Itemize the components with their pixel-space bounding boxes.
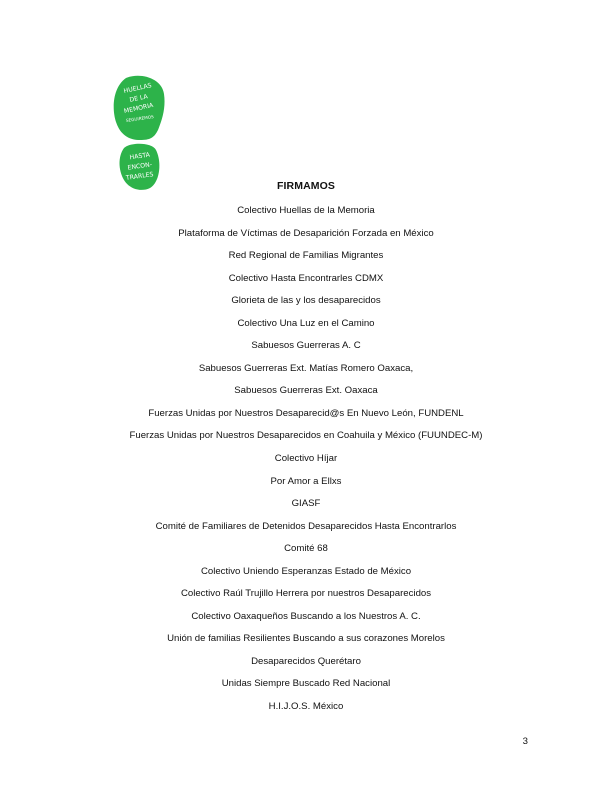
signer-item: Colectivo Híjar <box>274 453 338 465</box>
signer-item: Colectivo Uniendo Esperanzas Estado de México <box>200 565 412 577</box>
logo-text-line: SEGUIREMOS <box>125 114 154 123</box>
signer-item: Colectivo Huellas de la Memoria <box>237 205 375 216</box>
logo-text-line: MEMORIA <box>123 102 155 116</box>
signers-list <box>0 204 612 723</box>
signer-item: Desaparecidos Querétaro <box>251 655 361 667</box>
signer-item: Plataforma de Víctimas de Desaparición Forzada en México <box>178 227 434 239</box>
signer-item: Colectivo Hasta Encontrarles CDMX <box>228 272 384 284</box>
signer-item: H.I.J.O.S. México <box>268 701 344 713</box>
signer-item: Unión de familias Resilientes Buscando a sus corazones Morelos <box>167 633 445 645</box>
logo-text-line: HASTA <box>129 151 151 162</box>
signer-item: GIASF <box>291 498 321 510</box>
signer-item: Sabuesos Guerreras A. C <box>251 340 361 352</box>
section-heading: FIRMAMOS <box>277 180 335 192</box>
logo-text-line: DE LA <box>128 93 149 104</box>
signer-item: Colectivo Oaxaqueños Buscando a los Nuestros A. C. <box>191 610 421 622</box>
logo-text-line: ENCON- <box>127 161 153 172</box>
signer-item: Red Regional de Familias Migrantes <box>228 250 384 262</box>
signer-item: Colectivo Una Luz en el Camino <box>237 317 375 329</box>
signer-item: Por Amor a Ellxs <box>270 475 342 487</box>
footprint-logo-graphic <box>110 74 168 192</box>
footprint-logo-icon <box>110 74 168 192</box>
signer-item: Comité 68 <box>284 543 328 555</box>
signer-item: Fuerzas Unidas por Nuestros Desaparecidos en Coahuila y México (FUUNDEC-M) <box>129 430 483 442</box>
signer-item: Unidas Siempre Buscado Red Nacional <box>221 678 391 690</box>
signer-item: Fuerzas Unidas por Nuestros Desaparecid@s En Nuevo León, FUNDENL <box>148 407 464 419</box>
signer-item: Colectivo Raúl Trujillo Herrera por nuestros Desaparecidos <box>180 588 432 600</box>
signer-item: Sabuesos Guerreras Ext. Oaxaca <box>234 385 378 397</box>
page-number: 3 <box>522 736 528 747</box>
signer-item: Glorieta de las y los desaparecidos <box>231 295 381 307</box>
logo-text-line: HUELLAS <box>123 82 153 95</box>
signer-item: Sabuesos Guerreras Ext. Matías Romero Oaxaca, <box>198 362 414 374</box>
logo-text-line: TRARLES <box>125 171 154 182</box>
signer-item: Comité de Familiares de Detenidos Desaparecidos Hasta Encontrarlos <box>155 520 457 532</box>
